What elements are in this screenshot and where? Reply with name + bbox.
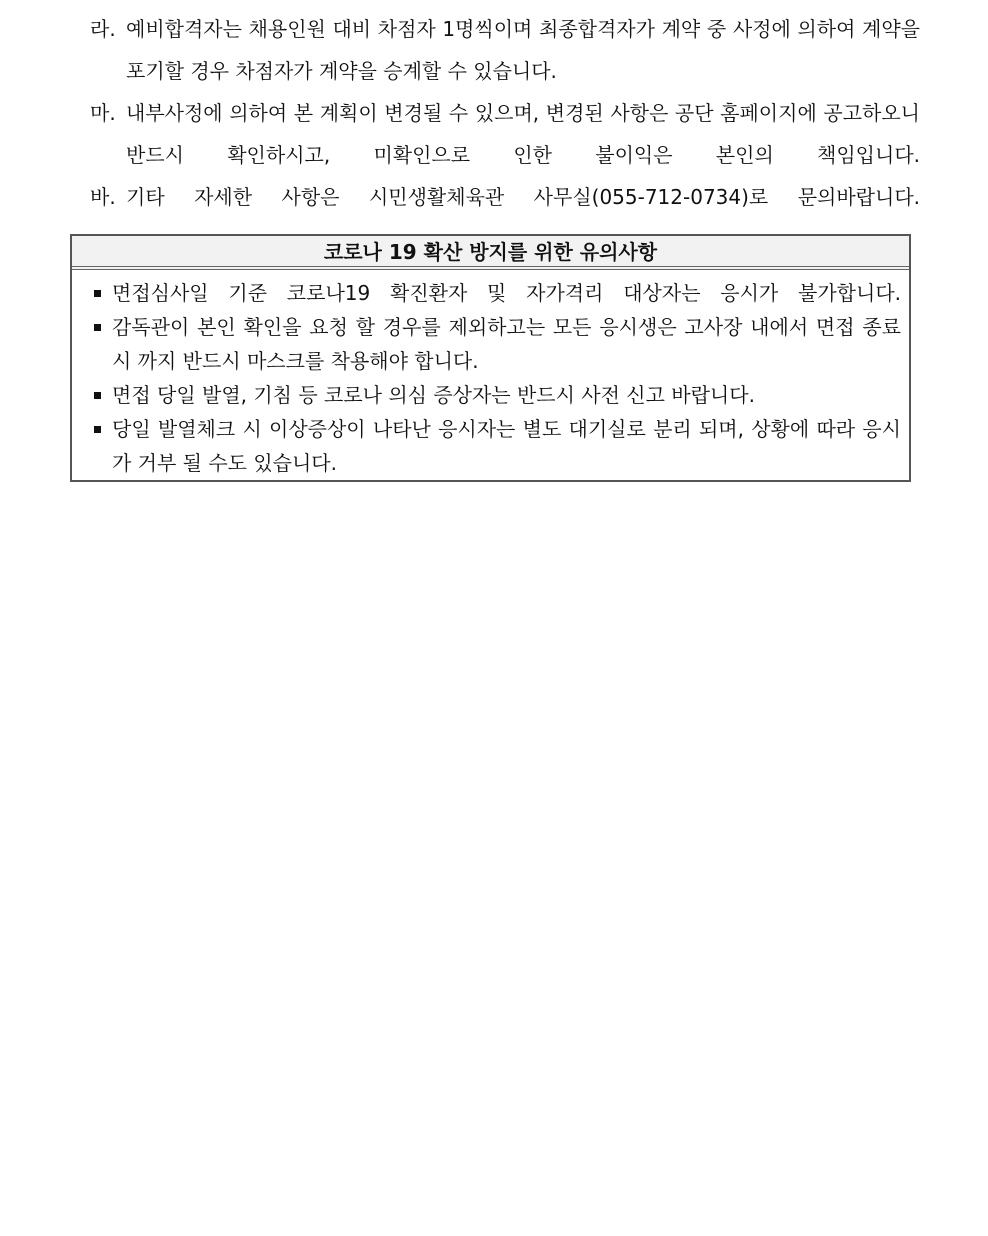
notice-marker: 바. <box>90 185 116 209</box>
covid-notice-title: 코로나 19 확산 방지를 위한 유의사항 <box>72 236 909 270</box>
notice-item-ba <box>90 176 920 218</box>
covid-notice-box <box>70 234 911 482</box>
covid-notice-text: 당일 발열체크 시 이상증상이 나타난 응시자는 별도 대기실로 분리 되며, 상황에 따라 응시가 거부 될 수도 있습니다. <box>112 417 901 475</box>
covid-notice-item <box>92 310 901 378</box>
notice-text: 기타 자세한 사항은 시민생활체육관 사무실(055-712-0734)로 문의바랍니다. <box>126 185 920 209</box>
covid-notice-text: 감독관이 본인 확인을 요청 할 경우를 제외하고는 모든 응시생은 고사장 내에서 면접 종료시 까지 반드시 마스크를 착용해야 합니다. <box>112 315 901 373</box>
covid-notice-text: 면접 당일 발열, 기침 등 코로나 의심 증상자는 반드시 사전 신고 바랍니다. <box>112 383 755 407</box>
square-bullet-icon <box>94 392 101 399</box>
notice-list <box>90 8 920 218</box>
notice-item-ma <box>90 92 920 176</box>
covid-notice-item <box>92 276 901 310</box>
square-bullet-icon <box>94 324 101 331</box>
square-bullet-icon <box>94 290 101 297</box>
notice-item-ra <box>90 8 920 92</box>
covid-notice-item <box>92 412 901 480</box>
notice-marker: 라. <box>90 17 116 41</box>
notice-text: 예비합격자는 채용인원 대비 차점자 1명씩이며 최종합격자가 계약 중 사정에 의하여 계약을 포기할 경우 차점자가 계약을 승계할 수 있습니다. <box>126 17 920 83</box>
square-bullet-icon <box>94 426 101 433</box>
covid-notice-item <box>92 378 901 412</box>
covid-notice-text: 면접심사일 기준 코로나19 확진환자 및 자가격리 대상자는 응시가 불가합니다. <box>112 281 901 305</box>
notice-text: 내부사정에 의하여 본 계획이 변경될 수 있으며, 변경된 사항은 공단 홈페이지에 공고하오니 반드시 확인하시고, 미확인으로 인한 불이익은 본인의 책임입니다. <box>126 101 920 167</box>
notice-marker: 마. <box>90 101 116 125</box>
covid-notice-list <box>72 270 909 480</box>
